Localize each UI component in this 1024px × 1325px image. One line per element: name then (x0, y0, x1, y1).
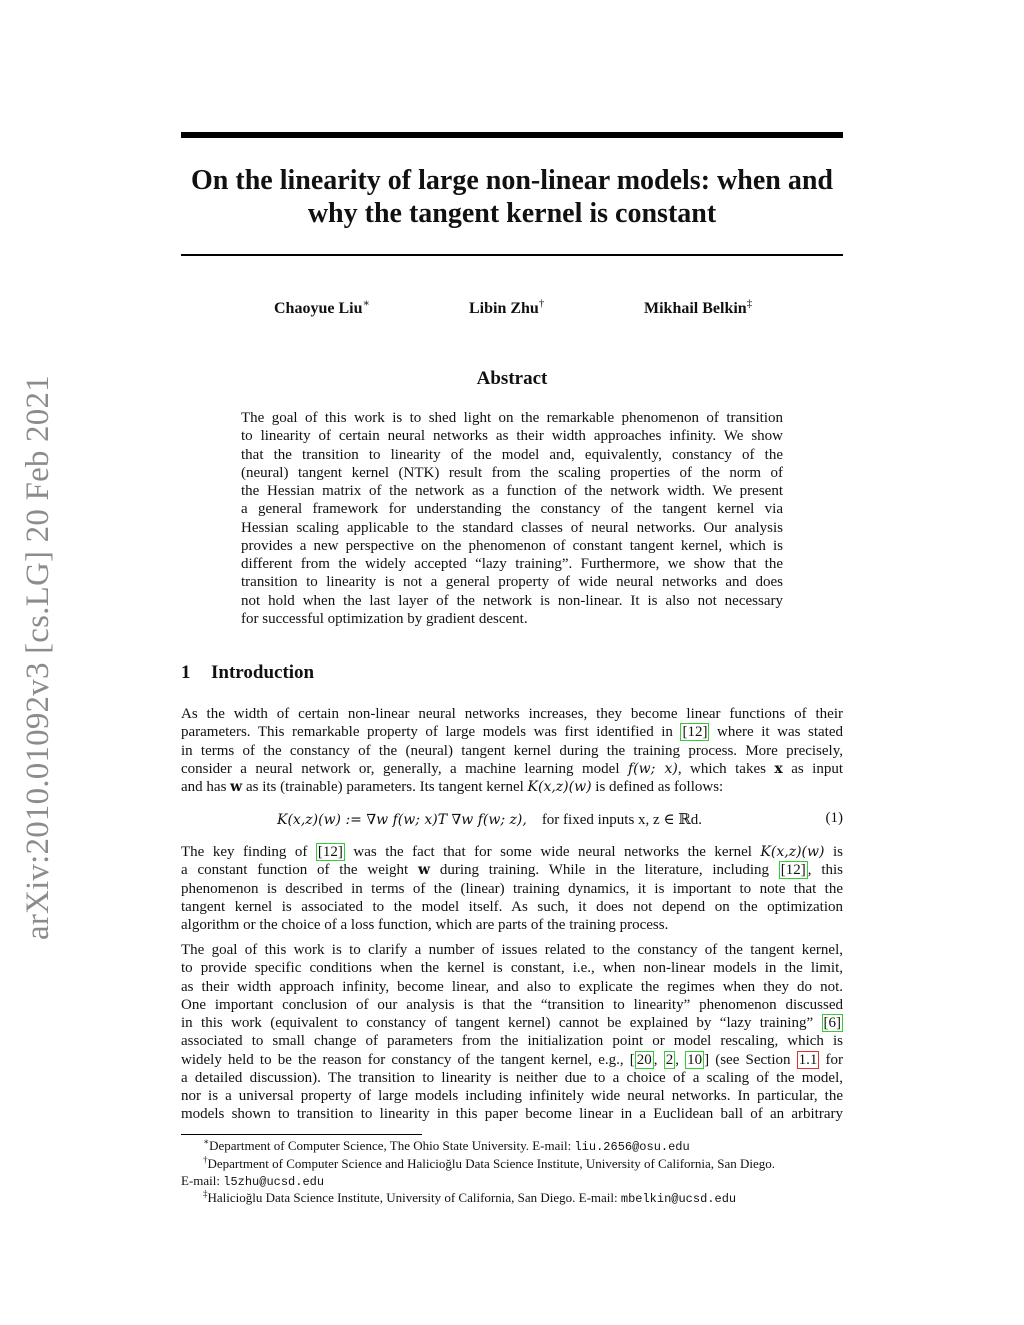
paper-title (181, 164, 843, 230)
citation-link[interactable]: 10 (687, 1051, 703, 1068)
abstract-line: not hold when the last layer of the network is non-linear. It is also not necessary (241, 592, 783, 609)
footnote-2: †Department of Computer Science and Halicioğlu Data Science Institute, University of California, San Diego. E-mail: l5zhu@ucsd.edu (181, 1154, 776, 1189)
footnote-3: ‡Halicioğlu Data Science Institute, University of California, San Diego. E-mail: mbelkin@ucsd.edu (203, 1188, 737, 1206)
title-top-rule (181, 132, 843, 138)
author-2: Libin Zhu† (469, 297, 545, 317)
abstract-line: (neural) tangent kernel (NTK) result from the scaling properties of the norm of (241, 464, 783, 481)
author-1: Chaoyue Liu∗ (274, 297, 370, 317)
citation-link[interactable]: [12] (780, 862, 806, 879)
section-heading-introduction: 1 Introduction (181, 662, 315, 683)
author-3: Mikhail Belkin‡ (644, 297, 753, 317)
footnote-1: ∗Department of Computer Science, The Ohio State University. E-mail: liu.2656@osu.edu (203, 1136, 690, 1154)
abstract-body (241, 409, 783, 628)
citation-link[interactable]: [12] (682, 724, 708, 741)
citation-link[interactable]: [12] (317, 844, 343, 860)
section-reference-link[interactable]: 1.1 (798, 1051, 818, 1068)
intro-paragraph-2: The key finding of [12] was the fact that for some wide neural networks the kernel K(x,z)(w) is a constant function of the weight w during training. While in the literature, including [12] , this phenomenon is described in terms of the (linear) training dynamics, it is important to note that the tangent kernel is associated to the model itself. As such, it does not depend on the optimization algorithm or the choice of a loss function, which are parts of the training process. (181, 844, 844, 933)
abstract-line: for successful optimization by gradient descent. (241, 610, 528, 627)
abstract-line: that the transition to linearity of the model and, equivalently, constancy of the (241, 446, 783, 463)
citation-link[interactable]: 2 (665, 1051, 674, 1068)
abstract-heading: Abstract (476, 368, 548, 389)
abstract-line: different from the widely accepted “lazy training”. Furthermore, we show that the (241, 556, 783, 572)
abstract-line: transition to linearity is not a general property of wide neural networks and does (241, 574, 783, 591)
abstract-line: to linearity of certain neural networks as their width approaches infinity. We show (241, 428, 783, 445)
abstract-line: The goal of this work is to shed light on the remarkable phenomenon of transition (241, 410, 783, 426)
equation-1: K(x,z)(w) := ∇w f(w; x)T ∇w f(w; z), for fixed inputs x, z ∈ ℝd. (1) (277, 810, 843, 828)
title-bottom-rule (181, 254, 843, 256)
title-line-1: On the linearity of large non-linear models: when and (191, 165, 833, 196)
email-link[interactable]: liu.2656@osu.edu (574, 1140, 690, 1154)
equation-number: (1) (825, 810, 843, 826)
title-line-2: why the tangent kernel is constant (307, 198, 717, 229)
intro-paragraph-1: As the width of certain non-linear neural networks increases, they become linear functions of their parameters. This remarkable property of large models was first identified in [12] where it was stated in terms of the constancy of the (neural) tangent kernel during the training process. More precisely, consider a neural network or, generally, a machine learning model f(w; x), which takes x as input and has w as its (trainable) parameters. Its tangent kernel K(x,z)(w) is defined as follows: (181, 706, 843, 795)
email-link[interactable]: mbelkin@ucsd.edu (620, 1192, 737, 1206)
intro-paragraph-3: The goal of this work is to clarify a number of issues related to the constancy of the tangent kernel, to provide specific conditions when the kernel is constant, i.e., when non-linear models in the limit, as their width approach infinity, become linear, and also to explicate the regimes when they do not. One important conclusion of our analysis is that the “transition to linearity” phenomenon discussed in this work (equivalent to constancy of tangent kernel) cannot be explained by “lazy training” [6] associated to small change of parameters from the initialization point or model rescaling, which is widely held to be the reason for constancy of the tangent kernel, e.g., [ 20 , 2 , 10 ] (see Section 1.1 for a detailed discussion). The transition to linearity is neither due to a choice of a scaling of the model, nor is a universal property of large models including infinitely wide neural networks. In particular, the models shown to transition to linearity in this paper become linear in a Euclidean ball of an arbitrary (181, 942, 844, 1123)
abstract-line: a general framework for understanding the constancy of the tangent kernel via (241, 501, 783, 518)
footnote-rule (181, 1134, 422, 1135)
citation-link[interactable]: [6] (823, 1015, 841, 1031)
abstract-line: Hessian scaling applicable to the standard classes of neural networks. Our analysis (241, 519, 783, 536)
abstract-line: the Hessian matrix of the network as a function of the network width. We present (241, 483, 783, 499)
abstract-line: provides a new perspective on the phenomenon of constant tangent kernel, which is (241, 537, 783, 554)
email-link[interactable]: l5zhu@ucsd.edu (223, 1175, 325, 1189)
citation-link[interactable]: 20 (636, 1051, 652, 1068)
arxiv-identifier-stamp: arXiv:2010.01092v3 [cs.LG] 20 Feb 2021 (20, 375, 56, 940)
